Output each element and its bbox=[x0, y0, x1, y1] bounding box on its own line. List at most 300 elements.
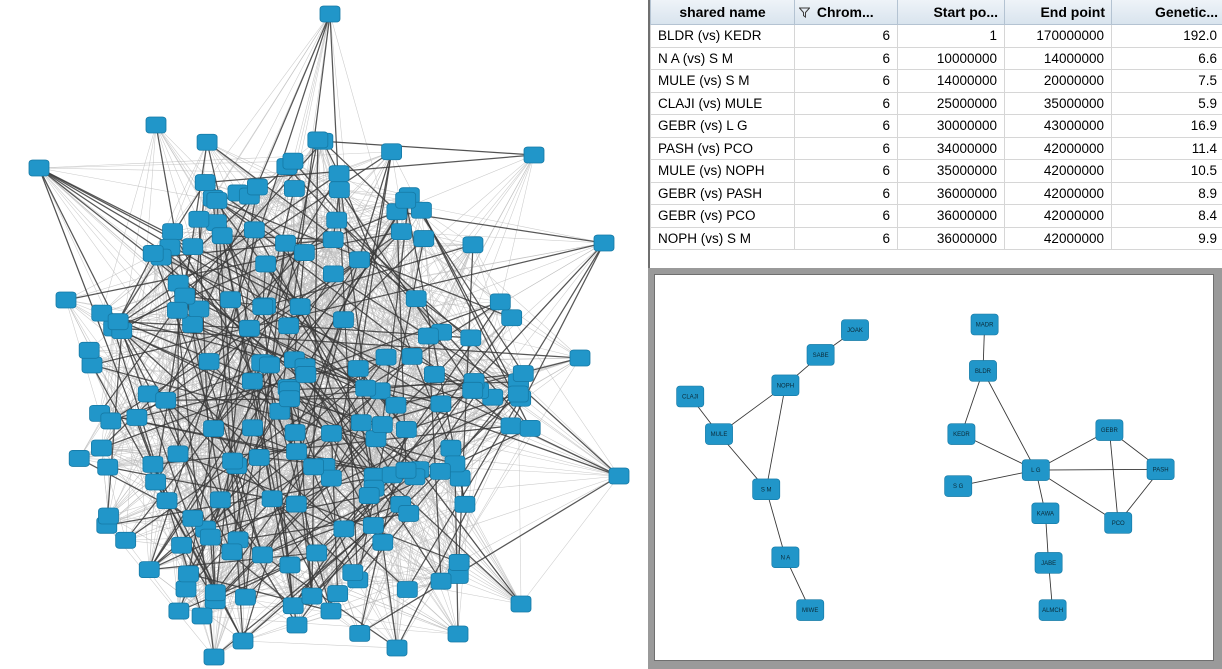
node-shape[interactable] bbox=[253, 299, 273, 315]
cell-shared-name[interactable]: MULE (vs) NOPH bbox=[651, 160, 795, 183]
network-node[interactable] bbox=[283, 598, 303, 614]
network-node[interactable] bbox=[221, 292, 241, 308]
network-node[interactable] bbox=[449, 554, 469, 570]
cell-shared-name[interactable]: NOPH (vs) S M bbox=[651, 227, 795, 250]
cell-chromosome[interactable]: 6 bbox=[795, 47, 898, 70]
node-shape[interactable] bbox=[511, 596, 531, 612]
network-node[interactable] bbox=[351, 415, 371, 431]
cell-end-point[interactable]: 35000000 bbox=[1005, 92, 1112, 115]
node-shape[interactable] bbox=[285, 424, 305, 440]
node-shape[interactable] bbox=[304, 459, 324, 475]
network-node[interactable] bbox=[396, 421, 416, 437]
network-node[interactable] bbox=[260, 357, 280, 373]
node-shape[interactable] bbox=[146, 474, 166, 490]
network-node[interactable] bbox=[262, 491, 282, 507]
node-shape[interactable] bbox=[82, 357, 102, 373]
node-shape[interactable] bbox=[328, 586, 348, 602]
network-node[interactable] bbox=[399, 505, 419, 521]
network-node[interactable] bbox=[430, 463, 450, 479]
network-node[interactable] bbox=[359, 488, 379, 504]
network-node[interactable] bbox=[391, 224, 411, 240]
cell-end-point[interactable]: 42000000 bbox=[1005, 227, 1112, 250]
node-shape[interactable] bbox=[247, 179, 267, 195]
node-shape[interactable] bbox=[139, 562, 159, 578]
cell-start-point[interactable]: 36000000 bbox=[898, 182, 1005, 205]
network-node[interactable] bbox=[753, 479, 780, 500]
node-shape[interactable] bbox=[284, 181, 304, 197]
cell-shared-name[interactable]: N A (vs) S M bbox=[651, 47, 795, 70]
node-shape[interactable] bbox=[143, 456, 163, 472]
network-node[interactable] bbox=[772, 547, 799, 568]
cell-genetic[interactable]: 7.5 bbox=[1112, 70, 1222, 93]
cell-shared-name[interactable]: CLAJI (vs) MULE bbox=[651, 92, 795, 115]
network-node[interactable] bbox=[348, 360, 368, 376]
network-node[interactable] bbox=[366, 431, 386, 447]
cell-genetic[interactable]: 6.6 bbox=[1112, 47, 1222, 70]
network-node[interactable] bbox=[455, 496, 475, 512]
cell-genetic[interactable]: 8.4 bbox=[1112, 205, 1222, 228]
node-shape[interactable] bbox=[463, 382, 483, 398]
sub-network-viewport[interactable] bbox=[654, 274, 1214, 661]
network-node[interactable] bbox=[333, 312, 353, 328]
node-shape[interactable] bbox=[175, 288, 195, 304]
network-node[interactable] bbox=[205, 585, 225, 601]
cell-genetic[interactable]: 11.4 bbox=[1112, 137, 1222, 160]
network-node[interactable] bbox=[461, 330, 481, 346]
network-node[interactable] bbox=[414, 231, 434, 247]
network-node[interactable] bbox=[116, 532, 136, 548]
network-node[interactable] bbox=[524, 147, 544, 163]
network-node[interactable] bbox=[1022, 460, 1049, 481]
column-header-chromosome[interactable] bbox=[795, 0, 898, 25]
cell-end-point[interactable]: 42000000 bbox=[1005, 160, 1112, 183]
node-shape[interactable] bbox=[414, 231, 434, 247]
cell-end-point[interactable]: 42000000 bbox=[1005, 137, 1112, 160]
cell-chromosome[interactable]: 6 bbox=[795, 227, 898, 250]
network-node[interactable] bbox=[323, 266, 343, 282]
network-node[interactable] bbox=[594, 235, 614, 251]
network-node[interactable] bbox=[382, 144, 402, 160]
table-row[interactable] bbox=[651, 25, 1222, 48]
network-node[interactable] bbox=[69, 450, 89, 466]
node-shape[interactable] bbox=[199, 354, 219, 370]
network-node[interactable] bbox=[244, 222, 264, 238]
network-node[interactable] bbox=[797, 600, 824, 621]
cell-shared-name[interactable]: MULE (vs) S M bbox=[651, 70, 795, 93]
node-shape[interactable] bbox=[69, 450, 89, 466]
network-node[interactable] bbox=[79, 342, 99, 358]
node-shape[interactable] bbox=[296, 366, 316, 382]
node-shape[interactable] bbox=[262, 491, 282, 507]
cell-end-point[interactable]: 170000000 bbox=[1005, 25, 1112, 48]
cell-start-point[interactable]: 36000000 bbox=[898, 205, 1005, 228]
network-edge[interactable] bbox=[766, 385, 785, 489]
network-node[interactable] bbox=[253, 299, 273, 315]
node-shape[interactable] bbox=[204, 421, 224, 437]
network-node[interactable] bbox=[242, 373, 262, 389]
node-shape[interactable] bbox=[320, 6, 340, 22]
cell-chromosome[interactable]: 6 bbox=[795, 182, 898, 205]
node-shape[interactable] bbox=[249, 449, 269, 465]
network-node[interactable] bbox=[387, 640, 407, 656]
network-node[interactable] bbox=[223, 453, 243, 469]
network-node[interactable] bbox=[175, 288, 195, 304]
network-node[interactable] bbox=[204, 421, 224, 437]
table-row[interactable] bbox=[651, 160, 1222, 183]
network-node[interactable] bbox=[308, 132, 328, 148]
network-node[interactable] bbox=[372, 417, 392, 433]
node-shape[interactable] bbox=[163, 224, 183, 240]
node-shape[interactable] bbox=[609, 468, 629, 484]
node-shape[interactable] bbox=[307, 545, 327, 561]
cell-shared-name[interactable]: BLDR (vs) KEDR bbox=[651, 25, 795, 48]
node-shape[interactable] bbox=[283, 598, 303, 614]
node-shape[interactable] bbox=[363, 518, 383, 534]
network-node[interactable] bbox=[285, 424, 305, 440]
node-shape[interactable] bbox=[222, 544, 242, 560]
node-shape[interactable] bbox=[275, 235, 295, 251]
network-node[interactable] bbox=[396, 462, 416, 478]
cell-chromosome[interactable]: 6 bbox=[795, 92, 898, 115]
network-node[interactable] bbox=[99, 508, 119, 524]
node-shape[interactable] bbox=[287, 617, 307, 633]
cell-shared-name[interactable]: GEBR (vs) L G bbox=[651, 115, 795, 138]
network-edge[interactable] bbox=[243, 641, 397, 648]
node-shape[interactable] bbox=[359, 488, 379, 504]
network-node[interactable] bbox=[222, 544, 242, 560]
node-shape[interactable] bbox=[29, 160, 49, 176]
network-node[interactable] bbox=[677, 386, 704, 407]
network-node[interactable] bbox=[169, 603, 189, 619]
node-shape[interactable] bbox=[396, 192, 416, 208]
table-row[interactable] bbox=[651, 137, 1222, 160]
node-shape[interactable] bbox=[450, 470, 470, 486]
node-shape[interactable] bbox=[98, 459, 118, 475]
network-node[interactable] bbox=[350, 625, 370, 641]
node-shape[interactable] bbox=[386, 397, 406, 413]
network-node[interactable] bbox=[321, 603, 341, 619]
network-node[interactable] bbox=[156, 392, 176, 408]
node-shape[interactable] bbox=[396, 421, 416, 437]
cell-end-point[interactable]: 20000000 bbox=[1005, 70, 1112, 93]
network-node[interactable] bbox=[356, 380, 376, 396]
table-row[interactable] bbox=[651, 205, 1222, 228]
cell-end-point[interactable]: 43000000 bbox=[1005, 115, 1112, 138]
network-node[interactable] bbox=[279, 318, 299, 334]
node-shape[interactable] bbox=[195, 175, 215, 191]
node-shape[interactable] bbox=[287, 444, 307, 460]
network-node[interactable] bbox=[172, 537, 192, 553]
cell-genetic[interactable]: 5.9 bbox=[1112, 92, 1222, 115]
network-node[interactable] bbox=[363, 518, 383, 534]
network-node[interactable] bbox=[183, 510, 203, 526]
cell-start-point[interactable]: 25000000 bbox=[898, 92, 1005, 115]
node-shape[interactable] bbox=[210, 492, 230, 508]
network-node[interactable] bbox=[969, 361, 996, 382]
node-shape[interactable] bbox=[294, 245, 314, 261]
sub-network-canvas[interactable] bbox=[655, 275, 1214, 661]
node-shape[interactable] bbox=[207, 193, 227, 209]
network-edge[interactable] bbox=[440, 471, 521, 604]
node-shape[interactable] bbox=[308, 132, 328, 148]
node-shape[interactable] bbox=[290, 299, 310, 315]
network-node[interactable] bbox=[200, 529, 220, 545]
node-shape[interactable] bbox=[333, 312, 353, 328]
node-shape[interactable] bbox=[280, 557, 300, 573]
node-shape[interactable] bbox=[373, 534, 393, 550]
node-shape[interactable] bbox=[235, 589, 255, 605]
cell-end-point[interactable]: 42000000 bbox=[1005, 205, 1112, 228]
network-node[interactable] bbox=[256, 256, 276, 272]
network-node[interactable] bbox=[199, 354, 219, 370]
cell-start-point[interactable]: 14000000 bbox=[898, 70, 1005, 93]
network-node[interactable] bbox=[386, 397, 406, 413]
network-edge[interactable] bbox=[102, 125, 156, 313]
network-node[interactable] bbox=[570, 350, 590, 366]
cell-chromosome[interactable]: 6 bbox=[795, 137, 898, 160]
cell-start-point[interactable]: 35000000 bbox=[898, 160, 1005, 183]
network-node[interactable] bbox=[29, 160, 49, 176]
node-shape[interactable] bbox=[242, 373, 262, 389]
node-shape[interactable] bbox=[256, 256, 276, 272]
cell-end-point[interactable]: 14000000 bbox=[1005, 47, 1112, 70]
node-shape[interactable] bbox=[200, 529, 220, 545]
node-shape[interactable] bbox=[183, 510, 203, 526]
network-node[interactable] bbox=[284, 181, 304, 197]
network-node[interactable] bbox=[334, 521, 354, 537]
network-node[interactable] bbox=[402, 348, 422, 364]
table-body[interactable] bbox=[651, 25, 1222, 250]
network-node[interactable] bbox=[490, 294, 510, 310]
node-shape[interactable] bbox=[280, 391, 300, 407]
node-shape[interactable] bbox=[283, 153, 303, 169]
cell-genetic[interactable]: 16.9 bbox=[1112, 115, 1222, 138]
network-node[interactable] bbox=[127, 409, 147, 425]
network-node[interactable] bbox=[56, 292, 76, 308]
node-shape[interactable] bbox=[91, 440, 111, 456]
network-edge[interactable] bbox=[213, 14, 330, 198]
network-node[interactable] bbox=[450, 470, 470, 486]
network-node[interactable] bbox=[197, 134, 217, 150]
network-node[interactable] bbox=[290, 299, 310, 315]
network-node[interactable] bbox=[343, 565, 363, 581]
cell-shared-name[interactable]: GEBR (vs) PASH bbox=[651, 182, 795, 205]
node-shape[interactable] bbox=[321, 425, 341, 441]
node-shape[interactable] bbox=[343, 565, 363, 581]
network-node[interactable] bbox=[163, 224, 183, 240]
network-node[interactable] bbox=[321, 470, 341, 486]
node-shape[interactable] bbox=[455, 496, 475, 512]
node-shape[interactable] bbox=[286, 496, 306, 512]
network-node[interactable] bbox=[373, 534, 393, 550]
node-shape[interactable] bbox=[329, 166, 349, 182]
network-node[interactable] bbox=[1039, 600, 1066, 621]
network-edge[interactable] bbox=[101, 448, 108, 516]
node-shape[interactable] bbox=[323, 266, 343, 282]
network-node[interactable] bbox=[1032, 503, 1059, 524]
network-node[interactable] bbox=[520, 420, 540, 436]
table-row[interactable] bbox=[651, 182, 1222, 205]
node-shape[interactable] bbox=[101, 413, 121, 429]
cell-chromosome[interactable]: 6 bbox=[795, 160, 898, 183]
node-shape[interactable] bbox=[448, 626, 468, 642]
node-shape[interactable] bbox=[323, 232, 343, 248]
node-shape[interactable] bbox=[418, 328, 438, 344]
network-node[interactable] bbox=[192, 608, 212, 624]
node-shape[interactable] bbox=[108, 314, 128, 330]
node-shape[interactable] bbox=[116, 532, 136, 548]
node-shape[interactable] bbox=[252, 547, 272, 563]
node-shape[interactable] bbox=[449, 554, 469, 570]
node-shape[interactable] bbox=[366, 431, 386, 447]
cell-chromosome[interactable]: 6 bbox=[795, 115, 898, 138]
network-node[interactable] bbox=[275, 235, 295, 251]
network-node[interactable] bbox=[329, 182, 349, 198]
network-node[interactable] bbox=[841, 320, 868, 341]
network-node[interactable] bbox=[396, 192, 416, 208]
cell-shared-name[interactable]: PASH (vs) PCO bbox=[651, 137, 795, 160]
node-shape[interactable] bbox=[183, 239, 203, 255]
network-node[interactable] bbox=[247, 179, 267, 195]
network-node[interactable] bbox=[307, 545, 327, 561]
node-shape[interactable] bbox=[402, 348, 422, 364]
network-edge[interactable] bbox=[521, 476, 619, 604]
node-shape[interactable] bbox=[192, 608, 212, 624]
network-node[interactable] bbox=[406, 291, 426, 307]
cell-chromosome[interactable]: 6 bbox=[795, 70, 898, 93]
network-node[interactable] bbox=[329, 166, 349, 182]
node-shape[interactable] bbox=[179, 566, 199, 582]
network-node[interactable] bbox=[971, 314, 998, 335]
network-node[interactable] bbox=[321, 425, 341, 441]
network-edge[interactable] bbox=[323, 141, 534, 155]
node-shape[interactable] bbox=[356, 380, 376, 396]
network-node[interactable] bbox=[463, 382, 483, 398]
cell-chromosome[interactable]: 6 bbox=[795, 205, 898, 228]
network-node[interactable] bbox=[235, 589, 255, 605]
network-node[interactable] bbox=[1096, 420, 1123, 441]
node-shape[interactable] bbox=[594, 235, 614, 251]
network-node[interactable] bbox=[302, 588, 322, 604]
node-shape[interactable] bbox=[204, 649, 224, 665]
node-shape[interactable] bbox=[260, 357, 280, 373]
cell-chromosome[interactable]: 6 bbox=[795, 25, 898, 48]
node-shape[interactable] bbox=[387, 640, 407, 656]
table-row[interactable] bbox=[651, 70, 1222, 93]
node-shape[interactable] bbox=[508, 386, 528, 402]
cell-shared-name[interactable]: GEBR (vs) PCO bbox=[651, 205, 795, 228]
cell-end-point[interactable]: 42000000 bbox=[1005, 182, 1112, 205]
node-shape[interactable] bbox=[570, 350, 590, 366]
column-header-end-point[interactable] bbox=[1005, 0, 1112, 25]
network-node[interactable] bbox=[183, 316, 203, 332]
network-node[interactable] bbox=[511, 596, 531, 612]
network-edge[interactable] bbox=[205, 155, 534, 183]
network-node[interactable] bbox=[239, 320, 259, 336]
network-node[interactable] bbox=[376, 349, 396, 365]
node-shape[interactable] bbox=[350, 625, 370, 641]
node-shape[interactable] bbox=[513, 366, 533, 382]
node-shape[interactable] bbox=[406, 291, 426, 307]
node-shape[interactable] bbox=[146, 117, 166, 133]
node-shape[interactable] bbox=[56, 292, 76, 308]
network-node[interactable] bbox=[304, 459, 324, 475]
network-node[interactable] bbox=[252, 547, 272, 563]
node-shape[interactable] bbox=[189, 211, 209, 227]
node-shape[interactable] bbox=[197, 134, 217, 150]
node-shape[interactable] bbox=[176, 581, 196, 597]
node-shape[interactable] bbox=[397, 581, 417, 597]
node-shape[interactable] bbox=[327, 212, 347, 228]
network-node[interactable] bbox=[98, 459, 118, 475]
network-node[interactable] bbox=[1147, 459, 1174, 480]
network-node[interactable] bbox=[296, 366, 316, 382]
cell-start-point[interactable]: 10000000 bbox=[898, 47, 1005, 70]
network-node[interactable] bbox=[463, 237, 483, 253]
network-node[interactable] bbox=[167, 302, 187, 318]
network-node[interactable] bbox=[143, 456, 163, 472]
table-row[interactable] bbox=[651, 227, 1222, 250]
network-node[interactable] bbox=[1105, 513, 1132, 534]
network-node[interactable] bbox=[320, 6, 340, 22]
node-shape[interactable] bbox=[138, 386, 158, 402]
node-shape[interactable] bbox=[490, 294, 510, 310]
cell-genetic[interactable]: 192.0 bbox=[1112, 25, 1222, 48]
column-header-genetic[interactable] bbox=[1112, 0, 1222, 25]
network-node[interactable] bbox=[176, 581, 196, 597]
node-shape[interactable] bbox=[329, 182, 349, 198]
node-shape[interactable] bbox=[350, 252, 370, 268]
node-shape[interactable] bbox=[391, 224, 411, 240]
network-node[interactable] bbox=[139, 562, 159, 578]
network-node[interactable] bbox=[327, 212, 347, 228]
network-node[interactable] bbox=[397, 581, 417, 597]
node-shape[interactable] bbox=[321, 470, 341, 486]
node-shape[interactable] bbox=[99, 508, 119, 524]
cell-start-point[interactable]: 30000000 bbox=[898, 115, 1005, 138]
node-shape[interactable] bbox=[382, 144, 402, 160]
node-shape[interactable] bbox=[520, 420, 540, 436]
node-shape[interactable] bbox=[143, 245, 163, 261]
node-shape[interactable] bbox=[205, 585, 225, 601]
genetic-distance-table[interactable] bbox=[650, 0, 1222, 250]
network-edge[interactable] bbox=[983, 371, 1036, 470]
node-shape[interactable] bbox=[302, 588, 322, 604]
node-shape[interactable] bbox=[431, 396, 451, 412]
table-row[interactable] bbox=[651, 92, 1222, 115]
network-edge[interactable] bbox=[1036, 469, 1161, 470]
network-node[interactable] bbox=[108, 314, 128, 330]
node-shape[interactable] bbox=[243, 420, 263, 436]
network-node[interactable] bbox=[204, 649, 224, 665]
node-shape[interactable] bbox=[279, 318, 299, 334]
network-node[interactable] bbox=[508, 386, 528, 402]
node-shape[interactable] bbox=[524, 147, 544, 163]
network-node[interactable] bbox=[513, 366, 533, 382]
node-shape[interactable] bbox=[351, 415, 371, 431]
network-node[interactable] bbox=[143, 245, 163, 261]
network-node[interactable] bbox=[705, 424, 732, 445]
network-node[interactable] bbox=[501, 418, 521, 434]
network-node[interactable] bbox=[448, 626, 468, 642]
network-node[interactable] bbox=[101, 413, 121, 429]
network-node[interactable] bbox=[157, 493, 177, 509]
node-shape[interactable] bbox=[127, 409, 147, 425]
network-node[interactable] bbox=[280, 557, 300, 573]
table-row[interactable] bbox=[651, 47, 1222, 70]
network-node[interactable] bbox=[210, 492, 230, 508]
node-shape[interactable] bbox=[424, 366, 444, 382]
